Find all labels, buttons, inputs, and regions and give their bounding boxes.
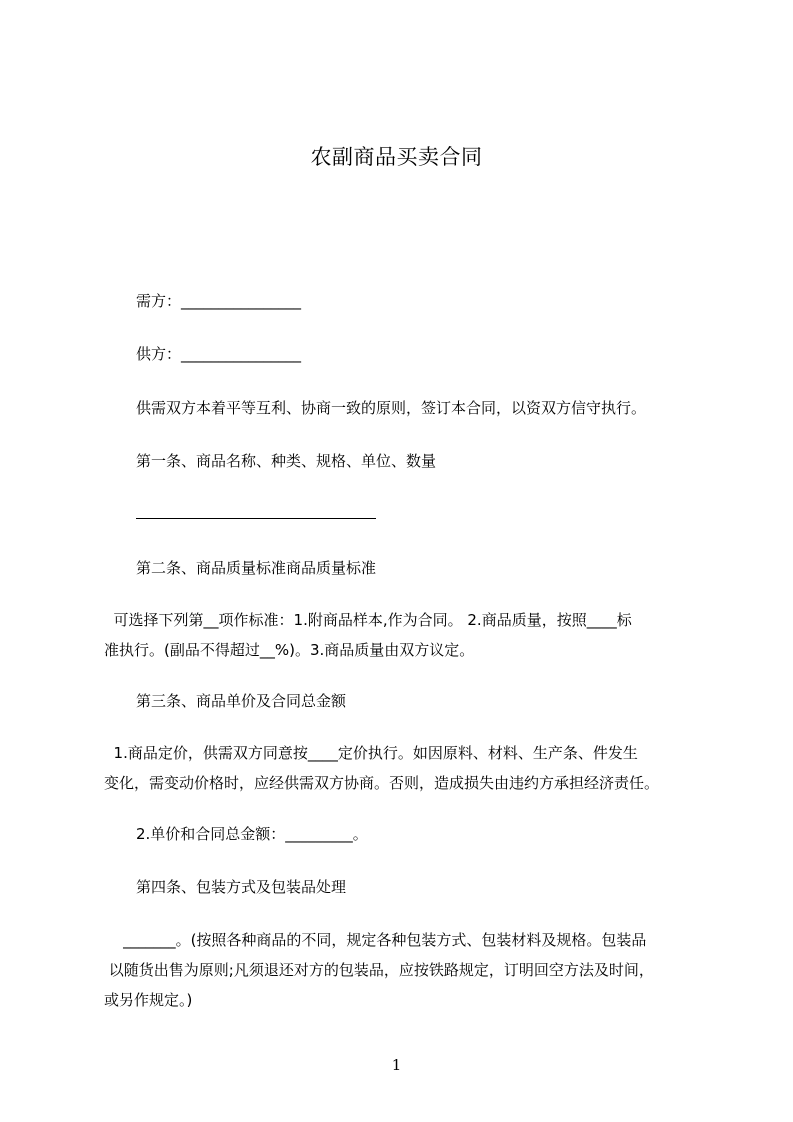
article3-heading: 第三条、商品单价及合同总金额	[136, 692, 347, 710]
article4-line: 以随货出售为原则;凡须退还对方的包装品，应按铁路规定，订明回空方法及时间，	[104, 961, 654, 979]
page-number: 1	[391, 1056, 402, 1074]
article2-line: 准执行。(副品不得超过__%)。3.商品质量由双方议定。	[104, 641, 475, 659]
article3-item1-line: 1.商品定价，供需双方同意按____定价执行。如因原料、材料、生产条、件发生	[104, 744, 638, 762]
article3-item2: 2.单价和合同总金额：_________。	[136, 825, 368, 843]
seller-line: 供方：________________	[136, 345, 302, 363]
article1-heading: 第一条、商品名称、种类、规格、单位、数量	[136, 452, 437, 470]
article2-heading: 第二条、商品质量标准商品质量标准	[136, 559, 377, 577]
article2-line: 可选择下列第__项作标准：1.附商品样本,作为合同。 2.商品质量，按照____标	[104, 611, 632, 629]
article1-blank-line	[136, 518, 376, 519]
document-title: 农副商品买卖合同	[310, 145, 483, 169]
article4-line: 或另作规定。)	[104, 991, 193, 1009]
article2-paragraph	[104, 605, 702, 665]
article4-heading: 第四条、包装方式及包装品处理	[136, 878, 347, 896]
article3-item1-paragraph	[104, 738, 702, 798]
article4-line: _______。(按照各种商品的不同，规定各种包装方式、包装材料及规格。包装品	[104, 931, 647, 949]
buyer-line: 需方：________________	[136, 292, 302, 310]
article4-paragraph	[104, 925, 702, 1015]
article3-item1-line: 变化，需变动价格时，应经供需双方协商。否则，造成损失由违约方承担经济责任。	[104, 774, 660, 792]
intro-paragraph: 供需双方本着平等互利、协商一致的原则，签订本合同，以资双方信守执行。	[136, 399, 647, 417]
